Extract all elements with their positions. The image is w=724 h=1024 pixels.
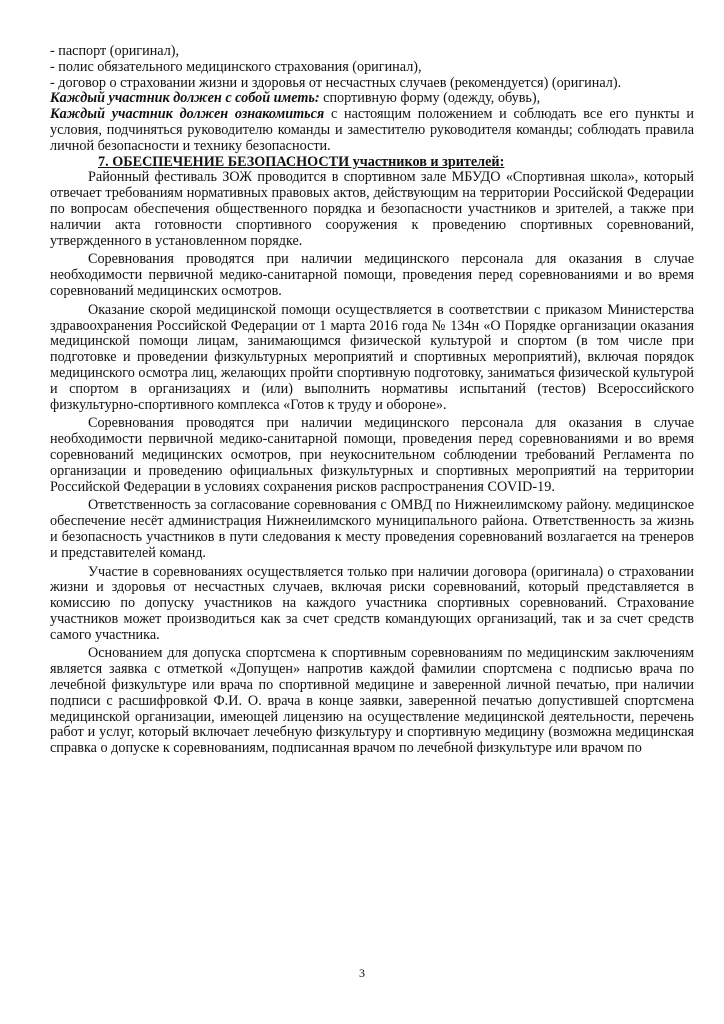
list-item-insurance-contract: - договор о страховании жизни и здоровья от несчастных случаев (рекомендуется) (оригинал).: [50, 74, 622, 91]
paragraph-medical-staff: Соревнования проводятся при наличии медицинского персонала для оказания в случае необходимости первичной медико-санитарной помощи, проведения перед соревнованиями и во время соревнований медицинских осмотров.: [50, 251, 694, 299]
paragraph-venue: Районный фестиваль ЗОЖ проводится в спортивном зале МБУДО «Спортивная школа», который отвечает требованиям нормативных правовых актов, действующим на территории Российской Федерации по вопросам обеспечения общественного порядка и безопасности участников и зрителей, а также при наличии акта готовности спортивного сооружения к проведению спортивных соревнований, утвержденного в установленном порядке.: [50, 169, 694, 249]
must-read-paragraph: [50, 107, 694, 154]
page-number: 3: [359, 966, 365, 980]
must-have-text: спортивную форму (одежду, обувь),: [319, 90, 541, 107]
list-item-passport: - паспорт (оригинал),: [50, 43, 180, 59]
paragraph-admission: Основанием для допуска спортсмена к спортивным соревнованиям по медицинским заключениям является заявка с отметкой «Допущен» напротив каждой фамилии спортсмена с подписью врача по лечебной физкультуре или врача по спортивной медицине и заверенной личной печатью, при наличии подписи с расшифровкой Ф.И. О. врача в конце заявки, заверенной печатью допустившей спортсмена медицинской организации, имеющей лицензию на осуществление медицинской деятельности, перечень работ и услуг, который включает лечебную физкультуру и спортивную медицину (возможна медицинская справка о допуске к соревнованиям, подписанная врачом по лечебной физкультуре или врачом по: [50, 645, 694, 757]
paragraph-insurance: Участие в соревнованиях осуществляется только при наличии договора (оригинала) о страховании жизни и здоровья от несчастных случаев, включая риски соревнований, который представляется в комиссию по допуску участников на каждого участника спортивных соревнований. Страхование участников может производиться как за счет средств командующих организаций, так и за счет средств самого участника.: [50, 563, 694, 643]
section-heading: 7. ОБЕСПЕЧЕНИЕ БЕЗОПАСНОСТИ участников и зрителей:: [98, 153, 505, 170]
must-read-text: с настоящим положением и соблюдать все его пункты и условия, подчиняться руководителю команды и заместителю руководителя команды; соблюдать правила личной безопасности и технику безопасности.: [50, 106, 694, 154]
paragraph-responsibility: Ответственность за согласование соревнования с ОМВД по Нижнеилимскому району. медицинское обеспечение несёт администрация Нижнеилимского муниципального района. Ответственность за жизнь и безопасность участников в пути следования к месту проведения соревнований возлагается на тренеров и представителей команд.: [50, 497, 694, 561]
paragraph-emergency-care: Оказание скорой медицинской помощи осуществляется в соответствии с приказом Министерства здравоохранения Российской Федерации от 1 марта 2016 года № 134н «О Порядке организации оказания медицинской помощи лицам, занимающимся физической культурой и спортом (в том числе при подготовке и проведении физкультурных мероприятий и спортивных мероприятий), включая порядок медицинского осмотра лиц, желающих пройти спортивную подготовку, заниматься физической культурой и спортом в организациях и (или) выполнить нормативы испытаний (тестов) Всероссийского физкультурно-спортивного комплекса «Готов к труду и обороне».: [50, 301, 694, 413]
list-item-insurance-policy: - полис обязательного медицинского страхования (оригинал),: [50, 58, 422, 75]
paragraph-covid-rules: Соревнования проводятся при наличии медицинского персонала для оказания в случае необходимости первичной медико-санитарной помощи, проведения перед соревнованиями и во время соревнований медицинских осмотров, при неукоснительном соблюдении требований Регламента по организации и проведению официальных физкультурных и спортивных мероприятий на территории Российской Федерации в условиях сохранения рисков распространения COVID-19.: [50, 415, 694, 495]
must-have-label: Каждый участник должен с собой иметь:: [50, 90, 320, 107]
must-read-label: Каждый участник должен ознакомиться: [50, 106, 325, 123]
must-have-paragraph: [50, 91, 694, 107]
